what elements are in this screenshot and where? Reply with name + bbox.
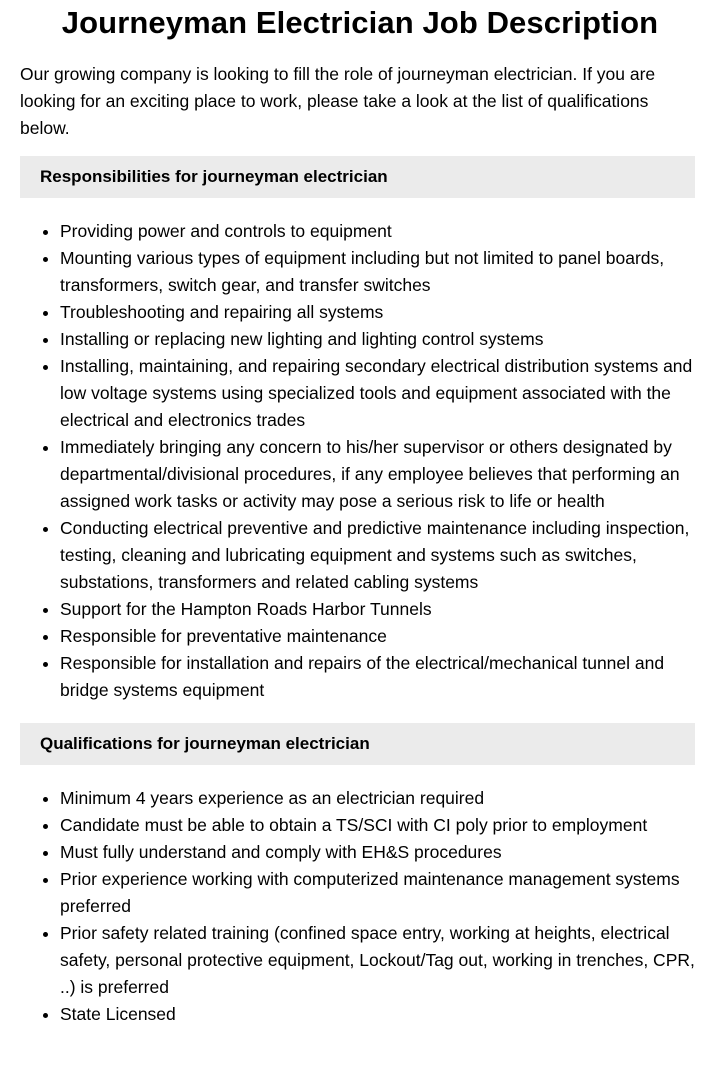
responsibility-item: • Responsible for installation and repairs of the electrical/mechanical tunnel and bridge systems equipment bbox=[60, 650, 695, 704]
qualification-item: • Prior experience working with computerized maintenance management systems preferred bbox=[60, 866, 695, 920]
responsibility-item: • Conducting electrical preventive and predictive maintenance including inspection, testing, cleaning and lubricating equipment and systems such as switches, substations, transformers and related cabling systems bbox=[60, 515, 695, 596]
qualifications-heading: Qualifications for journeyman electrician bbox=[20, 723, 695, 765]
responsibility-item: • Immediately bringing any concern to his/her supervisor or others designated by departmental/divisional procedures, if any employee believes that performing an assigned work tasks or activity may pose a serious risk to life or health bbox=[60, 434, 695, 515]
qualification-item: • Prior safety related training (confined space entry, working at heights, electrical safety, personal protective equipment, Lockout/Tag out, working in trenches, CPR, ..) is preferred bbox=[60, 920, 695, 1001]
responsibility-item: • Troubleshooting and repairing all systems bbox=[60, 299, 695, 326]
responsibility-item: • Installing or replacing new lighting and lighting control systems bbox=[60, 326, 695, 353]
page-title: Journeyman Electrician Job Description bbox=[61, 5, 659, 40]
intro-paragraph: Our growing company is looking to fill the role of journeyman electrician. If you are looking for an exciting place to work, please take a look at the list of qualifications below. bbox=[20, 64, 656, 138]
qualification-item: • Minimum 4 years experience as an electrician required bbox=[60, 785, 695, 812]
responsibility-item: • Mounting various types of equipment including but not limited to panel boards, transformers, switch gear, and transfer switches bbox=[60, 245, 695, 299]
qualification-item: • State Licensed bbox=[60, 1001, 695, 1028]
responsibility-item: • Support for the Hampton Roads Harbor Tunnels bbox=[60, 596, 695, 623]
responsibility-item: • Responsible for preventative maintenance bbox=[60, 623, 695, 650]
responsibilities-list bbox=[0, 218, 695, 704]
responsibilities-heading: Responsibilities for journeyman electrician bbox=[20, 156, 695, 198]
responsibility-item: • Installing, maintaining, and repairing secondary electrical distribution systems and low voltage systems using specialized tools and equipment associated with the electrical and electronics trades bbox=[60, 353, 695, 434]
qualifications-list bbox=[0, 785, 695, 1028]
qualification-item: • Candidate must be able to obtain a TS/SCI with CI poly prior to employment bbox=[60, 812, 695, 839]
qualification-item: • Must fully understand and comply with EH&S procedures bbox=[60, 839, 695, 866]
responsibility-item: • Providing power and controls to equipment bbox=[60, 218, 695, 245]
